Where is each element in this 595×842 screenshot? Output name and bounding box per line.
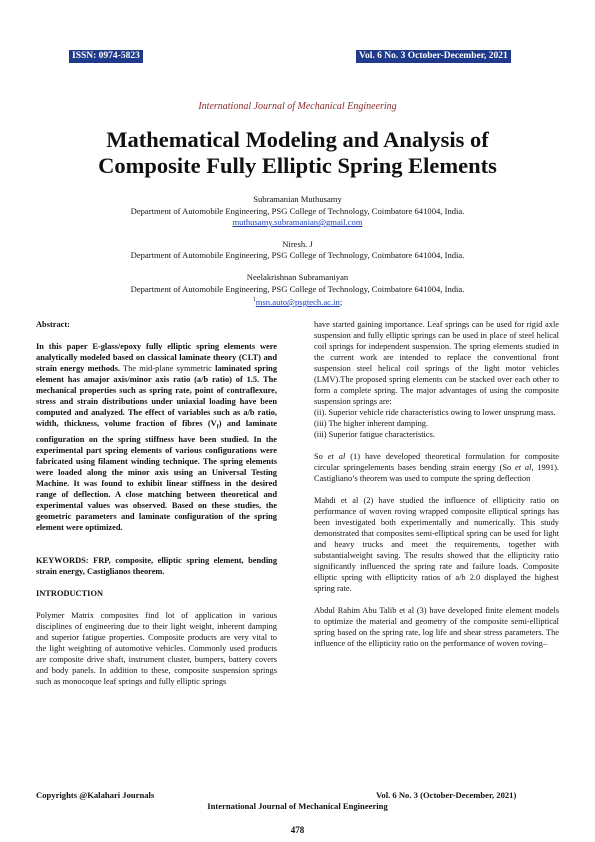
footer-journal: International Journal of Mechanical Engineering: [207, 801, 388, 811]
paper-title-line-2: Composite Fully Elliptic Spring Elements: [98, 153, 497, 178]
introduction-heading: INTRODUCTION: [36, 588, 104, 598]
footer-copyright: Copyrights @Kalahari Journals: [36, 790, 155, 800]
author-name-1: Subramanian Muthusamy: [253, 194, 342, 204]
volume-badge: Vol. 6 No. 3 October-December, 2021: [356, 50, 511, 63]
author-affiliation-2: Department of Automobile Engineering, PSG College of Technology, Coimbatore 641004, India.: [130, 250, 465, 260]
list-item-2: (iii) The higher inherent damping.: [314, 419, 429, 428]
right-paragraph-2: So et al (1) have developed theoretical formulation for composite circular springelements bases bending strain energy (So et al, 1991). Castigliano’s theorem was used to compute the spring deflection: [314, 452, 559, 483]
abstract-heading: Abstract:: [36, 320, 70, 329]
right-paragraph-3: Mahdi et al (2) have studied the influence of ellipticity ratio on performance of woven roving wrapped composite elliptical springs has been investigated both experimentally and numerically. This study demonstrated that composites semi-elliptical spring can be used for light and heavy trucks and meet the requirements, together with substantialweight saving. The results showed that the ellipticity ratio significantly influenced the spring rate and failure loads. Composite elliptic spring with ellipticity ratios of a/b 2.0 displayed the highest spring rate.: [314, 496, 559, 593]
author-affiliation-1: Department of Automobile Engineering, PSG College of Technology, Coimbatore 641004, India.: [130, 206, 465, 216]
right-column: [314, 319, 559, 649]
footer-volume: Vol. 6 No. 3 (October-December, 2021): [376, 790, 517, 800]
page-number: 478: [290, 825, 305, 835]
paper-title-line-1: Mathematical Modeling and Analysis of: [106, 127, 489, 152]
keywords: KEYWORDS: FRP, composite, elliptic spring element, bending strain energy, Castiglianos theorem.: [36, 555, 278, 576]
right-paragraph-1: have started gaining importance. Leaf springs can be used for rigid axle suspension and fully elliptic springs can be used in place of steel helical coil springs for independent suspension. The spring elements studied in the current work are intended to replace the conventional front suspension steel helical coil springs of the light motor vehicles (LMV).The proposed spring elements can be stacked over each other to form a complete spring. The major advantages of using the composite suspension springs are:: [314, 320, 559, 406]
author-name-3: Neelakrishnan Subramaniyan: [246, 272, 349, 282]
abstract-body: In this paper E-glass/epoxy fully elliptic spring elements were analytically modeled based on classical laminate theory (CLT) and strain energy methods. The mid-plane symmetric laminated spring element has amajor axis/minor axis ratio (a/b ratio) of 1.5. The mechanical properties such as spring rate, point of contraflexure, stress and strain distributions under uniaxial loading have been computed and analyzed. The effect of variables such as a/b ratio, width, thickness, volume fraction of fibres $(V_f)$ and laminate configuration on the spring stiffness have been studied. In the experimental part spring elements of various configurations were fabricated using filament winding technique. The spring elements were loaded along the minor axis using an Universal Testing Machine. It was found to exhibit linear stiffness in the desired range of deflection. A close matching between theoretical and experimental values was observed. Based on these studies, the geometric parameters and laminate configuration of the spring element were optimized.: [36, 342, 278, 532]
left-column: [36, 319, 277, 687]
author-email-3[interactable]: msn.auto@psgtech.ac.in: [255, 296, 340, 307]
author-name-2: Niresh. J: [282, 239, 313, 249]
introduction-paragraph: Polymer Matrix composites find lot of application in various disciplines of engineering due to their light weight, inherent damping and superior fatigue properties. Composite products are very vital to the light weighting of automotive vehicles. Commonly used products are composite drive shaft, instrument cluster, bumpers, battery covers and body panels. In addition to these, composite suspension springs such as monocoque leaf springs and fully elliptic springs: [36, 610, 277, 686]
journal-name: International Journal of Mechanical Engineering: [198, 101, 397, 112]
author-affiliation-3: Department of Automobile Engineering, PSG College of Technology, Coimbatore 641004, India.: [130, 284, 465, 294]
list-item-3: (iii) Superior fatigue characteristics.: [314, 430, 435, 439]
right-paragraph-4: Abdul Rahim Abu Talib et al (3) have developed finite element models to optimize the material and geometry of the composite semi-elliptical spring based on the spring rate, log life and shear stress parameters. The influence of the ellipticity ratio on the performance of woven roving–: [314, 606, 559, 648]
email-superscript: 1: [252, 297, 256, 303]
author-email-1[interactable]: muthusamy.subramanian@gmail.com: [232, 217, 363, 227]
email-suffix: ;: [339, 296, 343, 307]
issn-badge: ISSN: 0974-5823: [69, 50, 143, 63]
list-item-1: (ii). Superior vehicle ride characteristics owing to lower unsprung mass.: [314, 408, 556, 417]
